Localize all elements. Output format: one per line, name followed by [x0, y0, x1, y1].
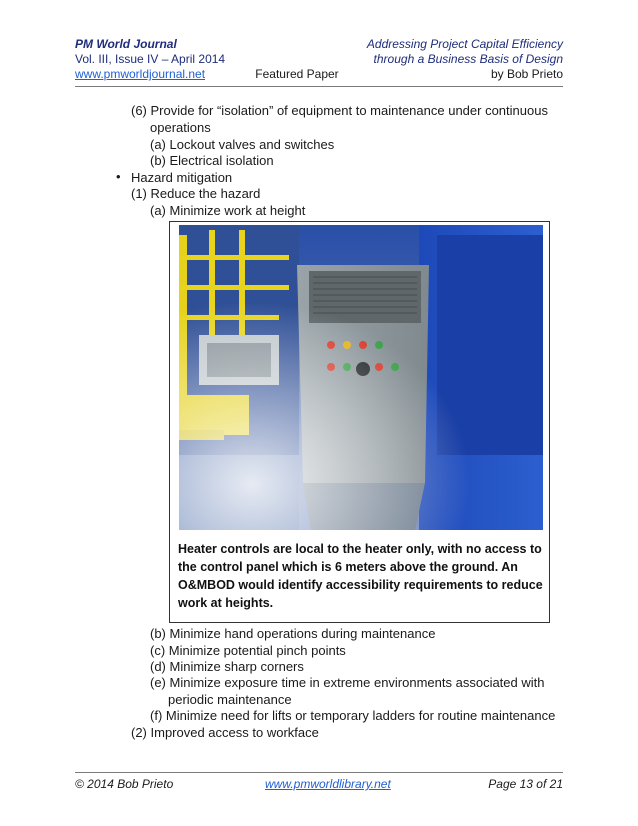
- page-number: Page 13 of 21: [488, 777, 563, 791]
- bullet-icon: •: [116, 169, 121, 184]
- list-item-1f: (f) Minimize need for lifts or temporary ladders for routine maintenance: [150, 708, 556, 723]
- list-item-6-continued: operations: [150, 120, 211, 135]
- list-item-1d: (d) Minimize sharp corners: [150, 659, 304, 674]
- author: by Bob Prieto: [490, 67, 563, 81]
- header-rule: [75, 86, 563, 87]
- issue-info: Vol. III, Issue IV – April 2014: [75, 52, 226, 66]
- list-item-6b: (b) Electrical isolation: [150, 153, 274, 168]
- heater-photo: [179, 225, 543, 530]
- paper-title-line2: through a Business Basis of Design: [373, 52, 563, 66]
- caption-line-4: work at heights.: [178, 596, 274, 610]
- copyright: © 2014 Bob Prieto: [75, 777, 174, 791]
- list-item-1: (1) Reduce the hazard: [131, 186, 261, 201]
- paper-title-line1: Addressing Project Capital Efficiency: [366, 37, 563, 51]
- list-item-1a: (a) Minimize work at height: [150, 203, 306, 218]
- hazard-mitigation-heading: Hazard mitigation: [131, 170, 233, 185]
- footer-rule: [75, 772, 563, 773]
- caption-line-3: O&MBOD would identify accessibility requirements to reduce: [178, 578, 543, 592]
- figure-caption: [178, 540, 544, 612]
- caption-line-2: the control panel which is 6 meters above the ground. An: [178, 560, 518, 574]
- figure-box: [169, 221, 550, 623]
- list-item-6: (6) Provide for “isolation” of equipment to maintenance under continuous: [131, 103, 548, 118]
- list-item-1c: (c) Minimize potential pinch points: [150, 643, 346, 658]
- list-item-1e: (e) Minimize exposure time in extreme environments associated with: [150, 675, 545, 690]
- list-item-1b: (b) Minimize hand operations during maintenance: [150, 626, 436, 641]
- list-item-2: (2) Improved access to workface: [131, 725, 319, 740]
- list-item-6a: (a) Lockout valves and switches: [150, 137, 335, 152]
- page-header: [75, 37, 563, 82]
- journal-name: PM World Journal: [75, 37, 177, 51]
- library-link[interactable]: www.pmworldlibrary.net: [265, 777, 391, 791]
- list-item-1e-continued: periodic maintenance: [168, 692, 292, 707]
- journal-website-link[interactable]: www.pmworldjournal.net: [75, 67, 206, 81]
- caption-line-1: Heater controls are local to the heater only, with no access to: [178, 542, 542, 556]
- paper-type: Featured Paper: [255, 67, 339, 81]
- page-footer: [75, 777, 563, 792]
